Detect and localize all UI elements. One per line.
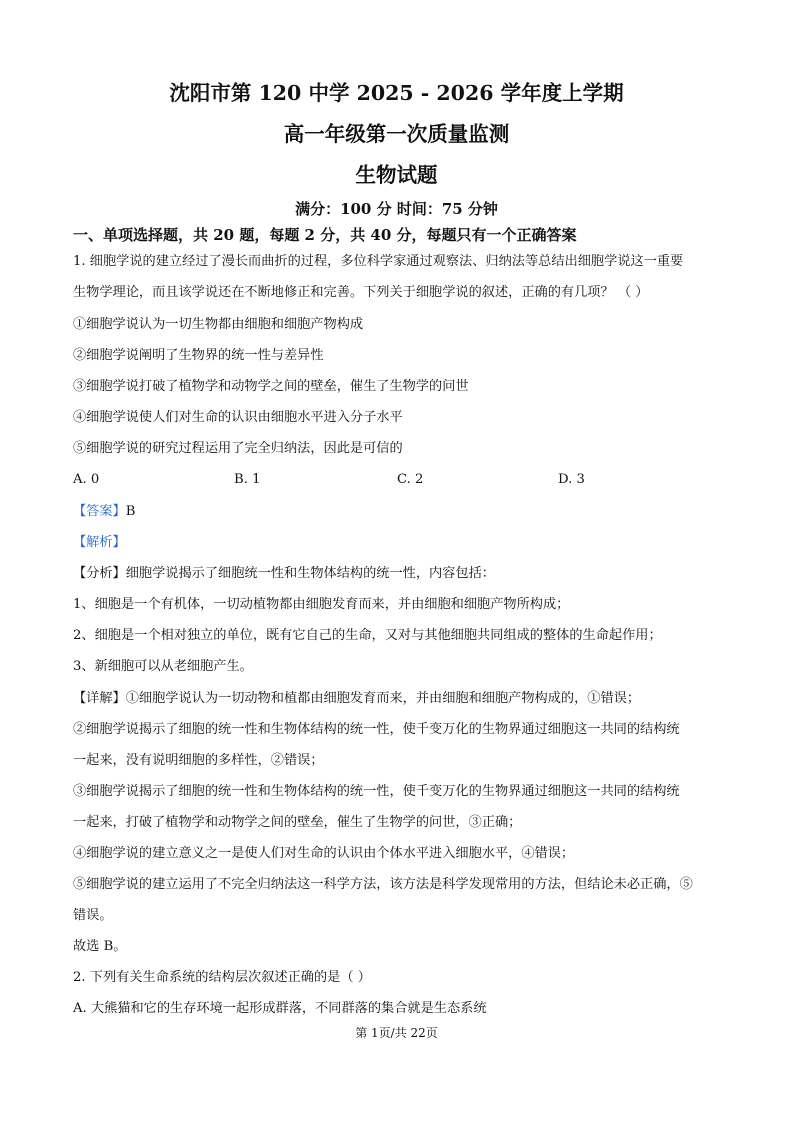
q1-detail-line4: ③细胞学说揭示了细胞的统一性和生物体结构的统一性，使千变万化的生物界通过细胞这一共同的结构统 [73, 784, 680, 799]
q1-point-2: 2、细胞是一个相对独立的单位，既有它自己的生命，又对与其他细胞共同组成的整体的生命起作用； [73, 628, 662, 643]
q1-fenxi [73, 565, 495, 583]
exam-title-grade: 高一年级第一次质量监测 [283, 122, 510, 146]
q1-point-3: 3、新细胞可以从老细胞产生。 [73, 659, 253, 674]
exam-title-subject: 生物试题 [355, 163, 438, 187]
q1-point-1: 1、细胞是一个有机体，一切动植物都由细胞发育而来，并由细胞和细胞产物所构成； [73, 597, 570, 612]
q1-conclusion: 故选 B。 [73, 939, 127, 954]
page-number: 第 1页/共 22页 [355, 1026, 438, 1040]
q2-stem: 2. 下列有关生命系统的结构层次叙述正确的是（ ） [73, 970, 371, 985]
q1-detail-line7: ⑤细胞学说的建立运用了不完全归纳法这一科学方法，该方法是科学发现常用的方法，但结论未必正确，⑤ [73, 877, 693, 892]
q1-detail-line5: 一起来，打破了植物学和动物学之间的壁垒，催生了生物学的问世，③正确； [73, 815, 522, 830]
section-heading: 一、单项选择题，共 20 题，每题 2 分，共 40 分，每题只有一个正确答案 [73, 226, 577, 244]
q1-item-4: ④细胞学说使人们对生命的认识由细胞水平进入分子水平 [73, 410, 403, 425]
q1-answer [73, 503, 135, 521]
q1-item-3: ③细胞学说打破了植物学和动物学之间的壁垒，催生了生物学的问世 [73, 379, 469, 394]
q1-detail-line1 [73, 690, 640, 708]
q1-item-5: ⑤细胞学说的研究过程运用了完全归纳法，因此是可信的 [73, 441, 403, 456]
analysis-tag: 【解析】 [73, 535, 126, 550]
q1-option-a: A. 0 [73, 472, 100, 487]
fenxi-text: 细胞学说揭示了细胞统一性和生物体结构的统一性，内容包括： [125, 566, 495, 581]
detail-text: ①细胞学说认为一切动物和植都由细胞发育而来，并由细胞和细胞产物构成的，①错误； [125, 691, 641, 706]
q2-option-a: A. 大熊猫和它的生存环境一起形成群落，不同群落的集合就是生态系统 [73, 1001, 487, 1016]
q1-option-c: C. 2 [397, 472, 424, 487]
exam-title-school: 沈阳市第 120 中学 2025 - 2026 学年度上学期 [169, 81, 624, 105]
answer-value: B [125, 504, 136, 519]
q1-detail-line2: ②细胞学说揭示了细胞的统一性和生物体结构的统一性，使千变万化的生物界通过细胞这一共同的结构统 [73, 722, 680, 737]
q1-item-1: ①细胞学说认为一切生物都由细胞和细胞产物构成 [73, 317, 364, 332]
detail-tag: 【详解】 [73, 691, 126, 706]
q1-stem-line2: 生物学理论，而且该学说还在不断地修正和完善。下列关于细胞学说的叙述，正确的有几项？ （ ） [73, 285, 649, 300]
q1-option-d: D. 3 [558, 472, 585, 487]
q1-detail-line6: ④细胞学说的建立意义之一是使人们对生命的认识由个体水平进入细胞水平，④错误； [73, 846, 575, 861]
q1-detail-line3: 一起来，没有说明细胞的多样性，②错误； [73, 753, 324, 768]
q1-detail-line8: 错误。 [73, 908, 113, 923]
fenxi-tag: 【分析】 [73, 566, 126, 581]
score-time-info: 满分：100 分 时间：75 分钟 [295, 200, 498, 218]
q1-option-b: B. 1 [234, 472, 261, 487]
q1-stem-line1: 1. 细胞学说的建立经过了漫长而曲折的过程，多位科学家通过观察法、归纳法等总结出细胞学说这一重要 [73, 254, 684, 269]
answer-tag: 【答案】 [73, 504, 126, 519]
q1-item-2: ②细胞学说阐明了生物界的统一性与差异性 [73, 348, 324, 363]
